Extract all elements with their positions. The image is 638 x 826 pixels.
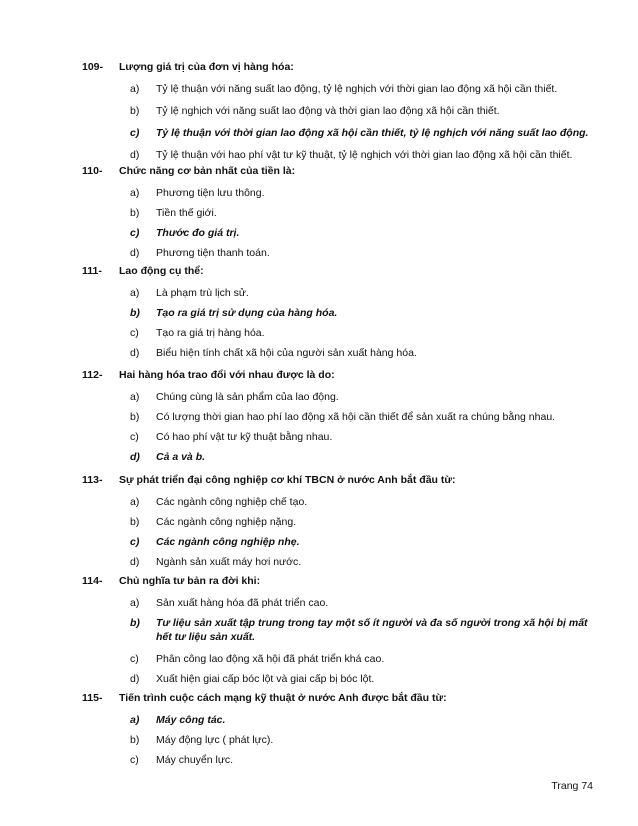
question-text: Lượng giá trị của đơn vị hàng hóa: <box>119 61 294 73</box>
option-text: Máy công tác. <box>156 714 226 726</box>
answer-option-a <box>130 495 602 515</box>
answer-option-a <box>130 596 602 616</box>
answer-option-d <box>130 555 602 575</box>
answer-option-a-correct <box>130 713 602 733</box>
answer-option-b <box>130 206 602 226</box>
option-label: d) <box>130 347 140 359</box>
answer-option-d <box>130 246 602 266</box>
option-text: Tiền thế giới. <box>156 207 217 219</box>
option-text: Tỷ lệ nghịch với năng suất lao động và thời gian lao động xã hội cần thiết. <box>156 105 500 117</box>
option-label: c) <box>130 327 139 339</box>
question-header <box>82 368 602 390</box>
option-text: Máy chuyển lực. <box>156 754 234 766</box>
answer-option-a <box>130 390 602 410</box>
question-text: Chức năng cơ bản nhất của tiền là: <box>119 165 296 177</box>
option-label: b) <box>130 307 140 319</box>
question-number: 115- <box>82 692 103 704</box>
option-text: Máy động lực ( phát lực). <box>156 734 274 746</box>
question-number: 111- <box>82 265 102 277</box>
option-label: b) <box>130 617 140 629</box>
answer-option-b-correct <box>130 616 602 652</box>
question-header <box>82 473 602 495</box>
option-text: Có hao phí vật tư kỹ thuật bằng nhau. <box>156 431 333 443</box>
answer-option-c-correct <box>130 226 602 246</box>
option-label: d) <box>130 451 140 463</box>
option-text: Chúng cùng là sản phẩm của lao động. <box>156 391 339 403</box>
option-text: Là phạm trù lịch sử. <box>156 287 249 299</box>
option-label: d) <box>130 247 140 259</box>
option-text: Phương tiện thanh toán. <box>156 247 270 259</box>
answer-option-c-correct <box>130 126 602 148</box>
option-label: d) <box>130 149 140 161</box>
question-114 <box>82 574 602 692</box>
answer-option-b-correct <box>130 306 602 326</box>
answer-option-d-correct <box>130 450 602 470</box>
option-label: c) <box>130 227 140 239</box>
answer-option-c-correct <box>130 535 602 555</box>
question-111 <box>82 264 602 366</box>
option-text: Ngành sản xuất máy hơi nước. <box>156 556 302 568</box>
option-label: c) <box>130 127 140 139</box>
option-text: Tạo ra giá trị sử dụng của hàng hóa. <box>156 307 338 319</box>
option-label: c) <box>130 653 139 665</box>
answer-option-d <box>130 672 602 692</box>
question-number: 113- <box>82 474 103 486</box>
question-text: Chủ nghĩa tư bản ra đời khi: <box>119 575 261 587</box>
answer-option-a <box>130 186 602 206</box>
option-label: a) <box>130 83 140 95</box>
option-label: d) <box>130 556 140 568</box>
option-text: Cả a và b. <box>156 451 206 463</box>
question-109 <box>82 60 602 170</box>
option-label: b) <box>130 105 140 117</box>
question-text: Hai hàng hóa trao đổi với nhau được là do: <box>119 369 335 381</box>
option-text: Các ngành công nghiệp nặng. <box>156 516 297 528</box>
answer-option-b <box>130 515 602 535</box>
option-text: Sản xuất hàng hóa đã phát triển cao. <box>156 597 329 609</box>
option-label: c) <box>130 431 139 443</box>
option-label: b) <box>130 411 140 423</box>
answer-option-c <box>130 430 602 450</box>
option-label: b) <box>130 516 140 528</box>
option-text: Tỷ lệ thuận với thời gian lao động xã hội cần thiết, tỷ lệ nghịch với năng suất lao động. <box>156 127 589 139</box>
option-text: Tạo ra giá trị hàng hóa. <box>156 327 265 339</box>
option-text: Các ngành công nghiệp nhẹ. <box>156 536 300 548</box>
question-115 <box>82 691 602 773</box>
option-text: Tư liệu sản xuất tập trung trong tay một số ít người và đa số người trong xã hội bị mất hết tư liệu sản xuất. <box>156 617 588 643</box>
question-header <box>82 691 602 713</box>
question-header <box>82 574 602 596</box>
question-number: 109- <box>82 61 104 73</box>
question-number: 114- <box>82 575 103 587</box>
question-text: Lao động cụ thể: <box>119 265 204 277</box>
option-text: Có lượng thời gian hao phí lao động xã hội cần thiết để sản xuất ra chúng bằng nhau. <box>156 411 556 423</box>
option-label: a) <box>130 496 140 508</box>
answer-option-b <box>130 733 602 753</box>
question-text: Tiến trình cuộc cách mạng kỹ thuật ở nước Anh được bắt đầu từ: <box>119 692 447 704</box>
option-label: a) <box>130 391 140 403</box>
option-label: c) <box>130 754 139 766</box>
option-text: Tỷ lệ thuận với năng suất lao động, tỷ lệ nghịch với thời gian lao động xã hội cần thiết. <box>156 83 558 95</box>
question-text: Sự phát triển đại công nghiệp cơ khí TBCN ở nước Anh bắt đầu từ: <box>119 474 456 486</box>
question-112 <box>82 368 602 470</box>
answer-option-c <box>130 753 602 773</box>
option-label: d) <box>130 673 140 685</box>
option-label: a) <box>130 287 140 299</box>
option-text: Xuất hiện giai cấp bóc lột và giai cấp bị bóc lột. <box>156 673 375 685</box>
option-label: b) <box>130 734 140 746</box>
answer-option-c <box>130 652 602 672</box>
option-text: Phương tiện lưu thông. <box>156 187 265 199</box>
answer-option-a <box>130 82 602 104</box>
option-text: Biểu hiện tính chất xã hội của người sản xuất hàng hóa. <box>156 347 417 359</box>
question-113 <box>82 473 602 575</box>
option-text: Tỷ lệ thuận với hao phí vật tư kỹ thuật, tỷ lệ nghịch với thời gian lao động xã hội cần thiết. <box>156 149 573 161</box>
option-text: Các ngành công nghiệp chế tạo. <box>156 496 308 508</box>
option-label: b) <box>130 207 140 219</box>
question-header <box>82 164 602 186</box>
answer-option-c <box>130 326 602 346</box>
answer-option-b <box>130 104 602 126</box>
question-number: 112- <box>82 369 103 381</box>
answer-option-a <box>130 286 602 306</box>
question-110 <box>82 164 602 266</box>
question-header <box>82 60 602 82</box>
option-text: Thước đo giá trị. <box>156 227 240 239</box>
answer-option-b <box>130 410 602 430</box>
option-label: a) <box>130 714 140 726</box>
option-label: c) <box>130 536 140 548</box>
option-text: Phân công lao động xã hội đã phát triển khá cao. <box>156 653 385 665</box>
question-number: 110- <box>82 165 103 177</box>
answer-option-d <box>130 346 602 366</box>
option-label: a) <box>130 187 140 199</box>
question-header <box>82 264 602 286</box>
option-label: a) <box>130 597 140 609</box>
page-number: Trang 74 <box>551 780 593 792</box>
